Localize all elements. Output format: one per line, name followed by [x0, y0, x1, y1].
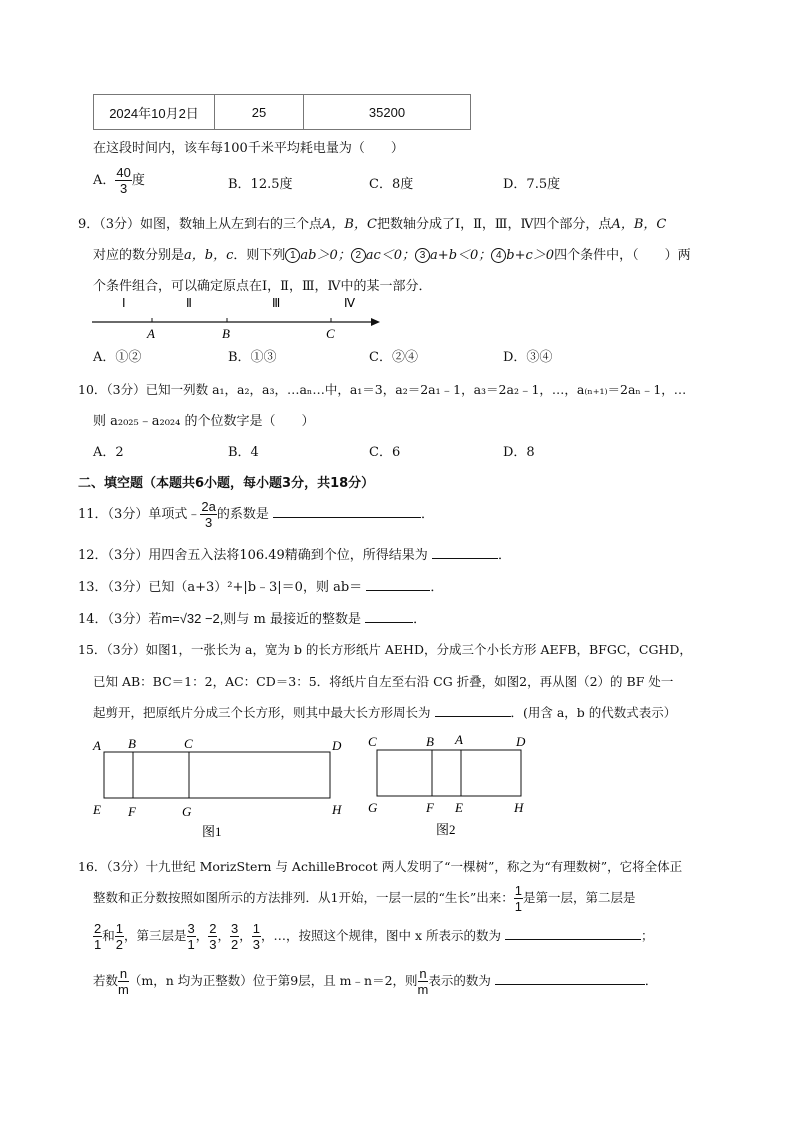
fig2-label-f: F [426, 800, 434, 815]
q9-option-a: A．①② [93, 350, 142, 365]
q16-text: ． [644, 973, 658, 988]
frac-num: 40 [116, 165, 131, 180]
q9-values: a，b，c [184, 248, 234, 263]
fraction-3-1 [187, 922, 196, 951]
q15-text: ．(用含 a，b 的代数式表示） [510, 705, 677, 720]
fig1-label-d: D [332, 738, 342, 753]
q9-points: A，B，C [322, 217, 377, 232]
frac-num: 3 [187, 921, 195, 936]
q10-option-b: B．4 [228, 445, 259, 460]
q16-answer-blank-1[interactable] [505, 925, 641, 940]
frac-num: 2 [209, 921, 217, 936]
fraction-1-1 [514, 884, 523, 913]
frac-num: 2a [201, 499, 216, 514]
q16-text: ，…，按照这个规律，图中 x 所表示的数为 [260, 928, 501, 943]
number-line-figure [88, 292, 388, 344]
q9-text: 把数轴分成了Ⅰ，Ⅱ，Ⅲ，Ⅳ四个部分，点 [376, 217, 612, 232]
frac-den: m [417, 982, 429, 997]
q16-text: ； [640, 928, 654, 943]
frac-num: 1 [115, 921, 123, 936]
q8-option-a [93, 166, 145, 195]
fig1-caption: 图1 [202, 824, 222, 839]
fraction-2-1 [93, 922, 102, 951]
q14-end: ． [413, 612, 427, 627]
q8-option-b: B．12.5度 [228, 177, 293, 192]
table-row [94, 95, 471, 130]
frac-den: 3 [204, 515, 213, 530]
q9-cond4: b+c＞0 [506, 248, 555, 263]
fraction-1-2 [115, 922, 124, 951]
q16-line2 [93, 884, 636, 913]
q15-line1: 15．（3分）如图1，一张长为 a，宽为 b 的长方形纸片 AEHD，分成三个小长方形 AEFB，BFGC，CGHD， [78, 642, 692, 657]
q14 [78, 608, 426, 627]
circled-3: 3 [415, 248, 430, 263]
frac-den: 3 [252, 937, 260, 952]
q15-line2: 已知 AB：BC＝1：2，AC：CD＝3：5．将纸片自左至右沿 CG 折叠，如图2，再从图（2）的 BF 处一 [93, 674, 674, 689]
fig1-label-e: E [93, 802, 101, 817]
fraction-3-2 [230, 922, 239, 951]
q9-text: 四个条件中，（ ）两 [554, 248, 691, 263]
fig2-label-d: D [516, 734, 526, 749]
fig1-label-a: A [93, 738, 101, 753]
q9-option-d: D．③④ [503, 350, 553, 365]
frac-den: m [118, 982, 129, 997]
q15-text: 起剪开，把原纸片分成三个长方形，则其中最大长方形周长为 [93, 705, 431, 720]
q11-end: ． [420, 507, 434, 522]
fraction-n-m [118, 967, 129, 996]
q13-text: 13．（3分）已知（a+3）²+|b﹣3|＝0，则 ab＝ [78, 580, 363, 595]
q9-text: 9．（3分）如图，数轴上从左到右的三个点 [78, 217, 323, 232]
q10-option-d: D．8 [503, 445, 535, 460]
point-b-label: B [222, 326, 230, 341]
table-cell-col3: 35200 [304, 95, 471, 130]
region-label-1: Ⅰ [122, 296, 126, 310]
q15-line3 [93, 702, 676, 721]
q16-text: 表示的数为 [428, 973, 491, 988]
fig1-label-f: F [128, 804, 136, 819]
q9-line1 [78, 213, 666, 232]
q12-text: 12．（3分）用四舍五入法将106.49精确到个位，所得结果为 [78, 548, 428, 563]
q8-option-c: C．8度 [369, 177, 414, 192]
circled-2: 2 [351, 248, 366, 263]
q10-line1: 10．（3分）已知一列数 a₁，a₂，a₃，…aₙ…中，a₁＝3，a₂＝2a₁﹣1，a₃＝2a₂﹣1，…，a₍ₙ₊₁₎＝2aₙ﹣1，… [78, 382, 687, 397]
q16-answer-blank-2[interactable] [495, 970, 645, 985]
fig2-label-h: H [514, 800, 524, 815]
q12 [78, 544, 511, 563]
q16-text: 整数和正分数按照如图所示的方法排列．从1开始，一层一层的“生长”出来： [93, 890, 514, 905]
q9-cond2: ac＜0； [365, 248, 416, 263]
q16-text: 和 [102, 928, 115, 943]
q13-answer-blank[interactable] [366, 576, 430, 591]
fig2-label-b: B [426, 734, 434, 749]
region-label-4: Ⅳ [344, 296, 356, 310]
fig2-rectangle [377, 750, 521, 796]
frac-den: 1 [514, 899, 522, 914]
q8-stem: 在这段时间内，该车每100千米平均耗电量为（ ） [93, 141, 404, 156]
q16-line3 [93, 922, 653, 951]
fig1-label-h: H [332, 802, 342, 817]
q9-cond3: a+b＜0； [430, 248, 492, 263]
q8-option-d: D．7.5度 [503, 177, 561, 192]
section-heading: 二、填空题（本题共6小题，每小题3分，共18分） [78, 476, 375, 491]
table-cell-col2: 25 [215, 95, 304, 130]
figure-1 [88, 732, 358, 842]
region-label-3: Ⅲ [272, 296, 281, 310]
fig1-label-b: B [128, 736, 136, 751]
q9-text: ．则下列 [233, 248, 286, 263]
separator: ， [239, 928, 252, 943]
q10-option-a: A．2 [93, 445, 124, 460]
frac-den: 3 [120, 181, 128, 196]
point-a-label: A [147, 326, 155, 341]
fraction-n-m [418, 967, 429, 996]
q14-text: 则与 m 最接近的整数是 [223, 612, 361, 627]
fig2-caption: 图2 [436, 822, 456, 837]
q16-text: ，第三层是 [123, 928, 187, 943]
fig2-label-g: G [368, 800, 378, 815]
frac-den: 2 [115, 937, 123, 952]
q9-text: 对应的数分别是 [93, 248, 185, 263]
q11-answer-blank[interactable] [273, 503, 421, 518]
fig1-rectangle [104, 752, 330, 798]
q14-answer-blank[interactable] [365, 608, 413, 623]
frac-num: 1 [514, 883, 522, 898]
q11-minus: ﹣ [187, 507, 201, 522]
frac-num: 2 [94, 921, 102, 936]
fig1-label-c: C [184, 736, 193, 751]
q13-end: ． [430, 580, 444, 595]
q11 [78, 500, 434, 529]
figure-2 [366, 730, 536, 840]
q15-answer-blank[interactable] [435, 702, 511, 717]
q9-option-b: B．①③ [228, 350, 277, 365]
fig1-label-g: G [182, 804, 192, 819]
q10-line2: 则 a₂₀₂₅﹣a₂₀₂₄ 的个位数字是（ ） [93, 414, 315, 429]
frac-den: 2 [231, 937, 239, 952]
q11-text: 的系数是 [216, 507, 269, 522]
table-cell-date: 2024年10月2日 [94, 95, 215, 130]
fig2-label-c: C [368, 734, 377, 749]
q16-text: （m，n 均为正整数）位于第9层，且 m﹣n＝2，则 [128, 973, 418, 988]
q13 [78, 576, 443, 595]
frac-den: 1 [187, 937, 195, 952]
q8-option-a-unit: 度 [131, 173, 145, 188]
q11-text: 11．（3分）单项式 [78, 507, 188, 522]
region-label-2: Ⅱ [186, 296, 192, 310]
mileage-table [93, 94, 471, 130]
axis-arrow [371, 318, 380, 326]
fig2-label-e: E [455, 800, 463, 815]
q8-option-a-fraction [115, 166, 131, 195]
q14-expression: m=√32 −2, [161, 611, 224, 626]
q10-option-c: C．6 [369, 445, 401, 460]
frac-num: 3 [231, 921, 239, 936]
q14-text: 14．（3分）若 [78, 612, 162, 627]
frac-num: 1 [252, 921, 260, 936]
q9-line2 [93, 244, 691, 263]
q9-line3: 个条件组合，可以确定原点在Ⅰ，Ⅱ，Ⅲ，Ⅳ中的某一部分． [93, 279, 432, 294]
separator: ， [217, 928, 230, 943]
separator: ， [195, 928, 209, 943]
q16-line1: 16．（3分）十九世纪 MorizStern 与 AchilleBrocot 两人发明了“一棵树”，称之为“有理数树”，它将全体正 [78, 859, 683, 874]
fraction-1-3 [252, 922, 261, 951]
q16-text: 是第一层，第二层是 [522, 890, 636, 905]
fig2-label-a: A [455, 732, 463, 747]
q12-end: ． [497, 548, 511, 563]
q8-option-a-label: A． [93, 173, 116, 188]
q16-line4 [93, 967, 657, 996]
q12-answer-blank[interactable] [432, 544, 498, 559]
q9-option-c: C．②④ [369, 350, 418, 365]
circled-1: 1 [285, 248, 300, 263]
frac-den: 3 [209, 937, 217, 952]
frac-num: n [419, 966, 427, 981]
q9-cond1: ab＞0； [300, 248, 351, 263]
q9-points: A，B，C [611, 217, 667, 232]
frac-num: n [119, 966, 128, 981]
q16-text: 若数 [93, 973, 119, 988]
frac-den: 1 [94, 937, 102, 952]
point-c-label: C [326, 326, 335, 341]
circled-4: 4 [491, 248, 506, 263]
q11-fraction [200, 500, 216, 529]
